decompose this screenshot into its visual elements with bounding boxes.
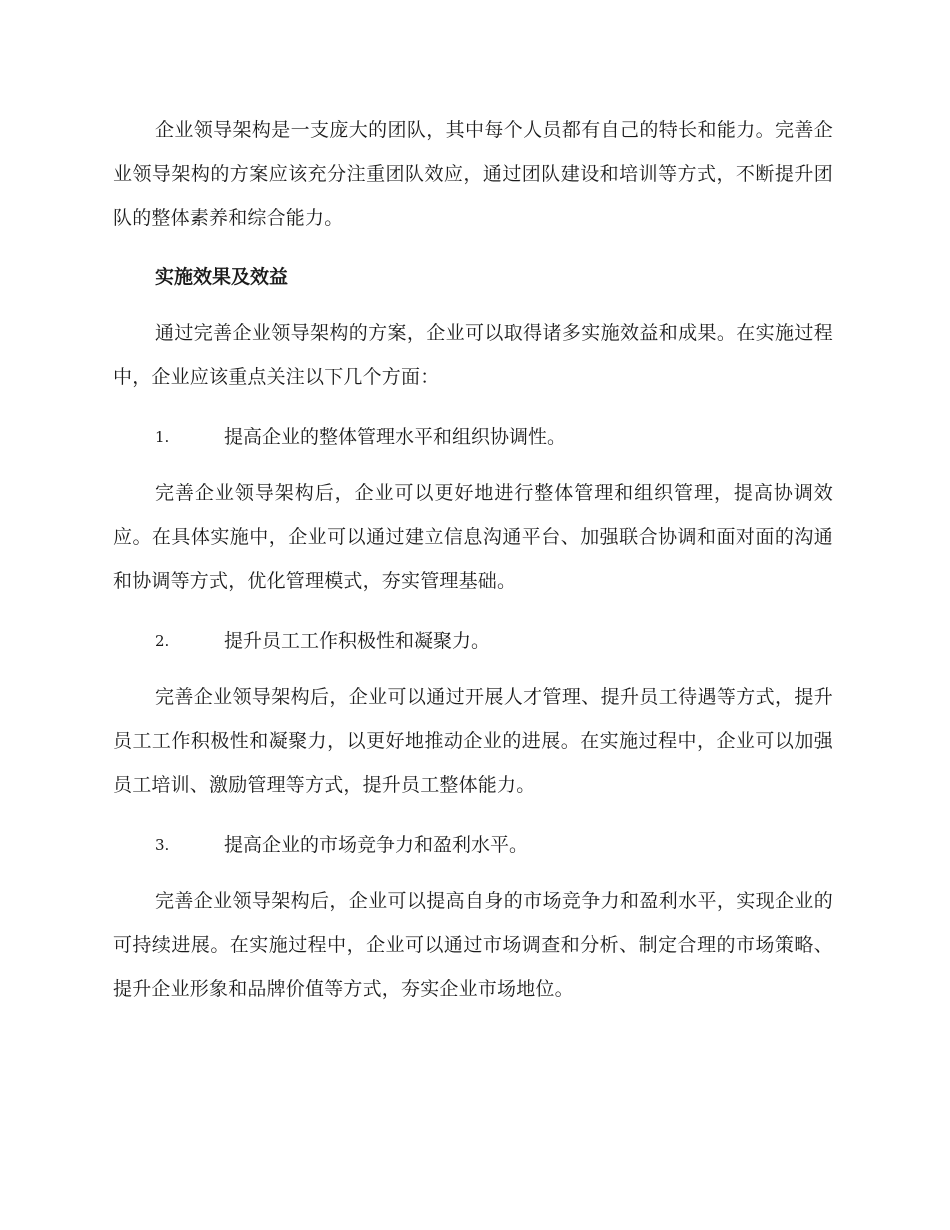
list-text: 提高企业的整体管理水平和组织协调性。 — [224, 426, 567, 448]
list-item-2 — [155, 626, 835, 656]
intro-paragraph: 企业领导架构是一支庞大的团队，其中每个人员都有自己的特长和能力。完善企业领导架构的方案应该充分注重团队效应，通过团队建设和培训等方式，不断提升团队的整体素养和综合能力。 — [113, 119, 833, 229]
section-heading: 实施效果及效益 — [155, 266, 289, 288]
list-number: 2. — [155, 632, 170, 650]
item1-body-paragraph: 完善企业领导架构后，企业可以更好地进行整体管理和组织管理，提高协调效应。在具体实施中，企业可以通过建立信息沟通平台、加强联合协调和面对面的沟通和协调等方式，优化管理模式，夯实管理基础。 — [113, 482, 833, 592]
list-item-1 — [155, 422, 835, 452]
list-item-3 — [155, 830, 835, 860]
item3-body-paragraph: 完善企业领导架构后，企业可以提高自身的市场竞争力和盈利水平，实现企业的可持续进展。在实施过程中，企业可以通过市场调查和分析、制定合理的市场策略、提升企业形象和品牌价值等方式，夯实企业市场地位。 — [113, 890, 833, 1000]
list-text: 提高企业的市场竞争力和盈利水平。 — [224, 834, 529, 856]
list-number: 3. — [155, 836, 170, 854]
list-number: 1. — [155, 428, 170, 446]
item2-body-paragraph: 完善企业领导架构后，企业可以通过开展人才管理、提升员工待遇等方式，提升员工工作积极性和凝聚力，以更好地推动企业的进展。在实施过程中，企业可以加强员工培训、激励管理等方式，提升员工整体能力。 — [113, 686, 833, 796]
overview-paragraph: 通过完善企业领导架构的方案，企业可以取得诸多实施效益和成果。在实施过程中，企业应该重点关注以下几个方面： — [113, 322, 833, 388]
list-text: 提升员工工作积极性和凝聚力。 — [224, 630, 491, 652]
